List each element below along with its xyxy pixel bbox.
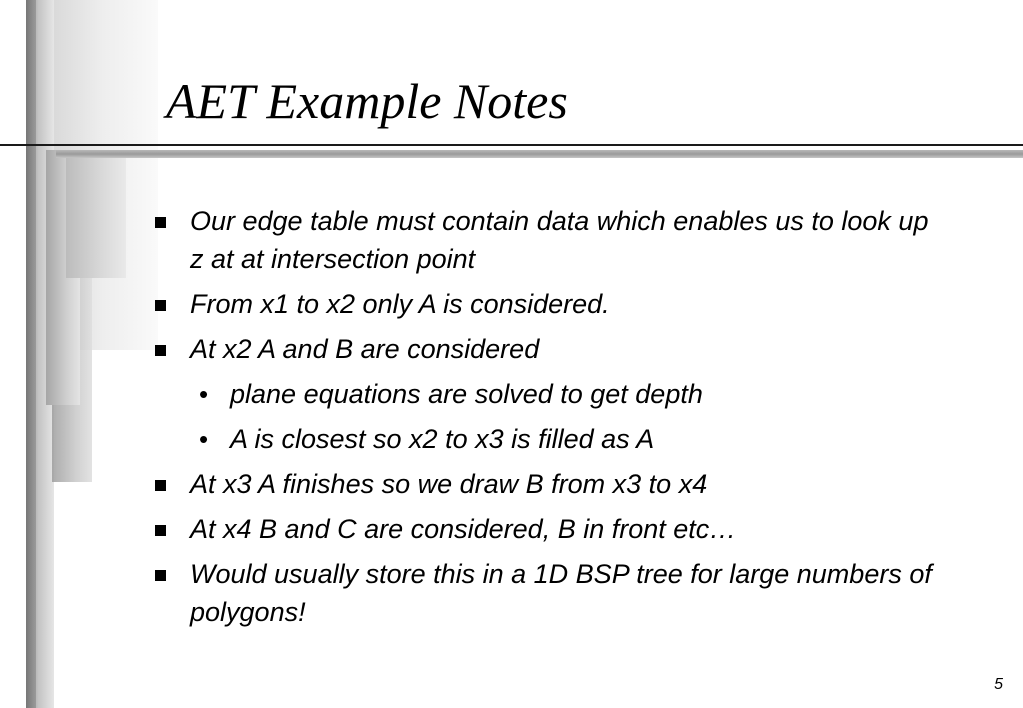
title-divider-bar [56, 150, 1023, 158]
decorative-bar [66, 150, 126, 278]
slide-title: AET Example Notes [166, 73, 568, 129]
bullet-text: A is closest so x2 to x3 is filled as A [230, 424, 655, 454]
bullet-text: Would usually store this in a 1D BSP tree for large numbers of polygons! [190, 559, 932, 627]
dot-bullet-icon: • [199, 379, 209, 409]
dot-bullet-icon: • [199, 424, 209, 454]
sub-bullet-item [150, 375, 940, 413]
bullet-text: At x2 A and B are considered [190, 334, 540, 364]
bullet-item [150, 555, 940, 631]
bullet-item [150, 465, 940, 503]
bullet-item [150, 510, 940, 548]
title-divider [0, 144, 1023, 146]
square-bullet-icon [155, 300, 166, 311]
bullet-text: At x4 B and C are considered, B in front etc… [190, 514, 737, 544]
page-number: 5 [994, 676, 1003, 693]
decorative-bar [26, 0, 36, 708]
bullet-text: From x1 to x2 only A is considered. [190, 289, 610, 319]
sub-bullet-item [150, 420, 940, 458]
square-bullet-icon [155, 480, 166, 491]
bullet-item [150, 330, 940, 368]
bullet-item [150, 202, 940, 278]
square-bullet-icon [155, 525, 166, 536]
bullet-text: Our edge table must contain data which enables us to look up z at at intersection point [190, 206, 929, 274]
square-bullet-icon [155, 345, 166, 356]
bullet-item [150, 285, 940, 323]
bullet-text: plane equations are solved to get depth [230, 379, 703, 409]
square-bullet-icon [155, 217, 166, 228]
bullet-text: At x3 A finishes so we draw B from x3 to x4 [190, 469, 708, 499]
square-bullet-icon [155, 570, 166, 581]
bullet-list [150, 202, 940, 638]
